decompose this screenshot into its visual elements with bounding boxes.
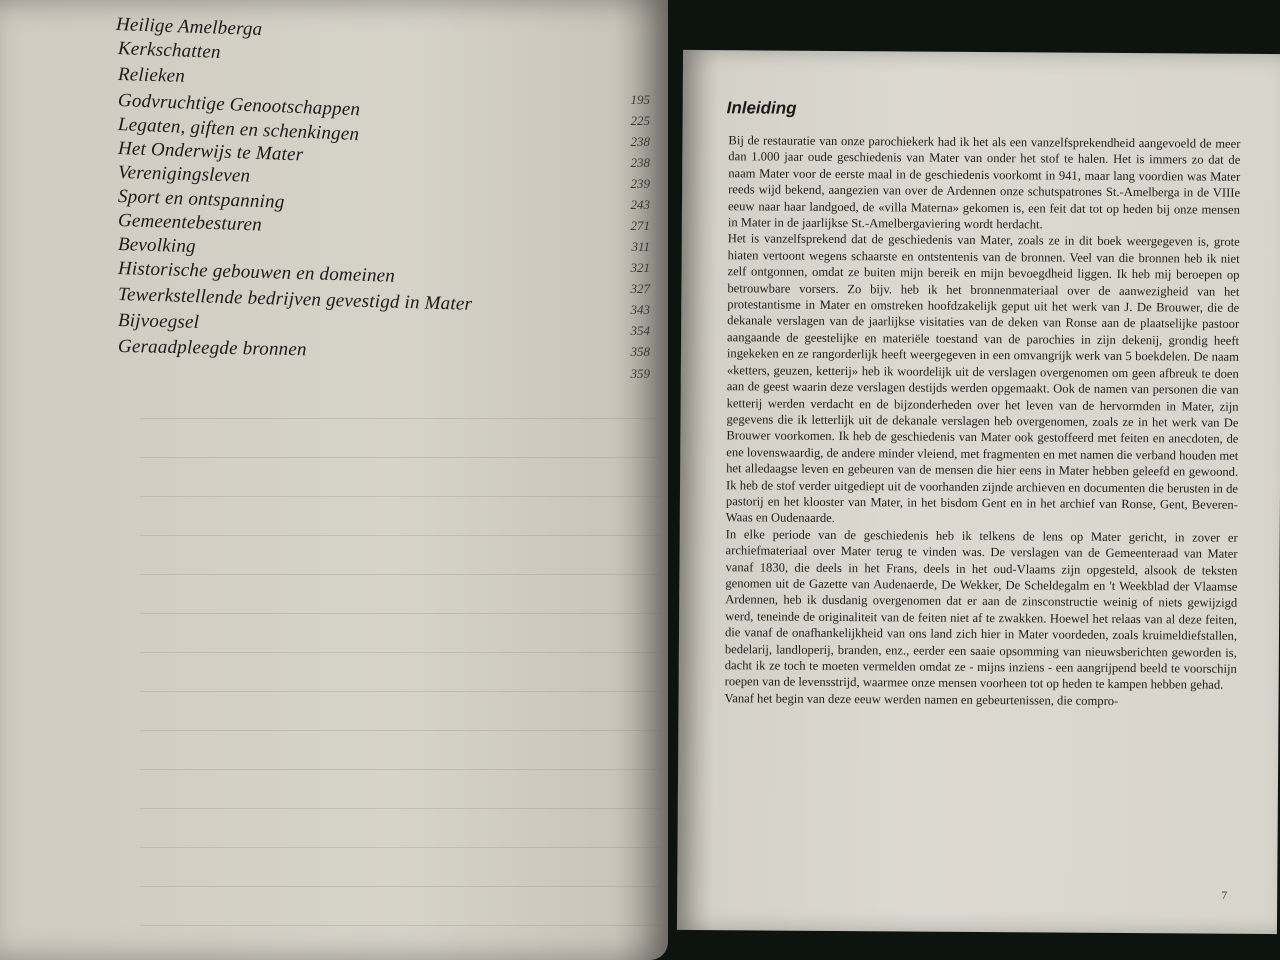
page-heading: Inleiding bbox=[726, 98, 797, 118]
toc-entry-page: 225 bbox=[630, 113, 650, 128]
toc-entry-title: Kerkschatten bbox=[117, 38, 222, 63]
toc-entry-title: Bevolking bbox=[117, 234, 197, 258]
paragraph: In elke periode van de geschiedenis heb ik telkens de lens op Mater gericht, in zover er archiefmateriaal over Mater terug te vinden was. De verslagen van de Gemeenteraad van Mater vanaf 1830, die deels in het Frans, deels in het oud-Vlaams zijn opgesteld, alsook de teksten genomen uit de Gazette van Audenaerde, De Wekker, De Scheldegalm en 't Weekblad der Vlaamse Ardennen, heb ik dusdanig overgenomen dat er aan de zinsconstructie weinig of niets gewijzigd werd, teneinde de originaliteit van de feiten niet af te zwakken. Hoewel het relaas van al deze feiten, die vanaf de onafhankelijkheid van ons land zich hier in Mater voordeden, zoals kruimeldiefstallen, bedelarij, landloperij, branden, enz., eerder een saaie opsomming van nieuwsberichten geworden is, dacht ik ze toch te moeten vermelden omdat ze - mijns inziens - een aangrijpend beeld te voorschijn roepen van de levensstrijd, waarmee onze mensen voorheen tot op heden te kampen hebben gehad. bbox=[724, 526, 1238, 693]
body-text bbox=[724, 132, 1240, 710]
toc-entry-page: 327 bbox=[630, 281, 650, 296]
toc-entry-page: 354 bbox=[630, 323, 650, 338]
toc-entry-title: Gemeentebesturen bbox=[117, 210, 263, 236]
paragraph: Bij de restauratie van onze parochiekerk had ik het als een vanzelfsprekendheid aangevoeld de meer dan 1.000 jaar oude geschiedenis van Mater van onder het stof te halen. Het is immers zo dat de naam Mater voor de eerste maal in de geschiedenis voorkomt in 941, maar lang voordien was Mater reeds wijd bekend, aangezien van over de Ardennen onze schutspatrones St.-Amelberga in de VIIIe eeuw naar haar landgoed, de «villa Materna» gekomen is, een feit dat tot op heden bij onze mensen in Mater in de jaarlijkse St.-Amelbergaviering wordt herdacht. bbox=[727, 133, 1241, 232]
toc-entry-title: Legaten, giften en schenkingen bbox=[117, 114, 360, 146]
toc-entry-page: 239 bbox=[630, 176, 650, 191]
toc-entry-title: Bijvoegsel bbox=[117, 310, 200, 333]
toc-entry-title: Heilige Amelberga bbox=[115, 14, 263, 41]
toc-entry-page: 238 bbox=[630, 134, 650, 149]
page-number: 7 bbox=[1221, 889, 1228, 902]
toc-entry-page: 321 bbox=[630, 260, 650, 275]
toc-entry-page: 359 bbox=[630, 366, 650, 381]
toc-entry-page: 271 bbox=[630, 218, 650, 233]
toc-entry-page: 238 bbox=[630, 155, 650, 170]
toc-entry-page: 358 bbox=[630, 344, 650, 359]
toc-entry-title: Geraadpleegde bronnen bbox=[117, 336, 307, 361]
toc-entry-page: 243 bbox=[630, 197, 650, 212]
paragraph: Vanaf het begin van deze eeuw werden namen en gebeurtenissen, die compro- bbox=[724, 691, 1119, 708]
toc-entry-title: Verenigingsleven bbox=[117, 162, 251, 187]
toc-entry-page: 343 bbox=[630, 302, 650, 317]
toc-entry-title: Het Onderwijs te Mater bbox=[117, 138, 304, 166]
toc-entry-title: Tewerkstellende bedrijven gevestigd in Mater bbox=[117, 284, 473, 315]
right-page bbox=[677, 50, 1280, 934]
toc-entry-title: Historische gebouwen en domeinen bbox=[117, 258, 396, 287]
show-through-lines bbox=[140, 380, 660, 940]
toc-entry-title: Godvruchtige Genootschappen bbox=[117, 90, 361, 121]
paragraph: Het is vanzelfsprekend dat de geschiedenis van Mater, zoals ze in dit boek weergegeven is, grote hiaten vertoont wegens schaarste en ontstentenis van de bronnen. Veel van die bronnen heb ik niet zelf ontgonnen, omdat ze buiten mijn bereik en mijn bevoegdheid liggen. Ik heb mij beroepen op betrouwbare vorsers. Zo bijv. heb ik het bronnenmateriaal over de aanwezigheid van het protestantisme in Mater en omstreken hoofdzakelijk geput uit het werk van J. De Brouwer, die de dekanale verslagen van de jaarlijkse visitaties van de deken van Ronse aan de plaatselijke pastoor aangaande de geestelijke en materiële toestand van de parochies in zijn dekenij, grondig heeft ingekeken en ze rangorderlijk heeft weergegeven in een omvangrijk werk van 5 boekdelen. De naam «ketters, geuzen, ketterij» heb ik woordelijk uit de verslagen overgenomen om geen afbreuk te doen aan de geest waarin deze verslagen destijds werden opgemaakt. Ook de namen van personen die van ketterij werden verdacht en de bijzonderheden over het leven van de hervormden in Mater, zijn gegevens die ik letterlijk uit de dekanale verslagen heb overgenomen, zoals ze in het werk van De Brouwer voorkomen. Ik heb de geschiedenis van Mater ook gestoffeerd met feiten en anecdoten, de ene lovenswaardig, de andere minder vleiend, met fragmenten en met namen die verband houden met het alledaagse leven en gebeuren van de mensen die hier eens in Mater hebben geleefd en gewoond. Ik heb de stof verder uitgediept uit de voorhanden zijnde archieven en documenten die berusten in de pastorij en het klooster van Mater, in het bisdom Gent en in het archief van Ronse, Gent, Beveren-Waas en Oudenaarde. bbox=[725, 231, 1240, 526]
toc-entry-page: 311 bbox=[631, 239, 650, 254]
table-of-contents bbox=[0, 0, 668, 400]
toc-entry-page: 195 bbox=[630, 92, 650, 107]
toc-entry-title: Relieken bbox=[117, 64, 186, 87]
toc-entry-title: Sport en ontspanning bbox=[117, 186, 285, 213]
